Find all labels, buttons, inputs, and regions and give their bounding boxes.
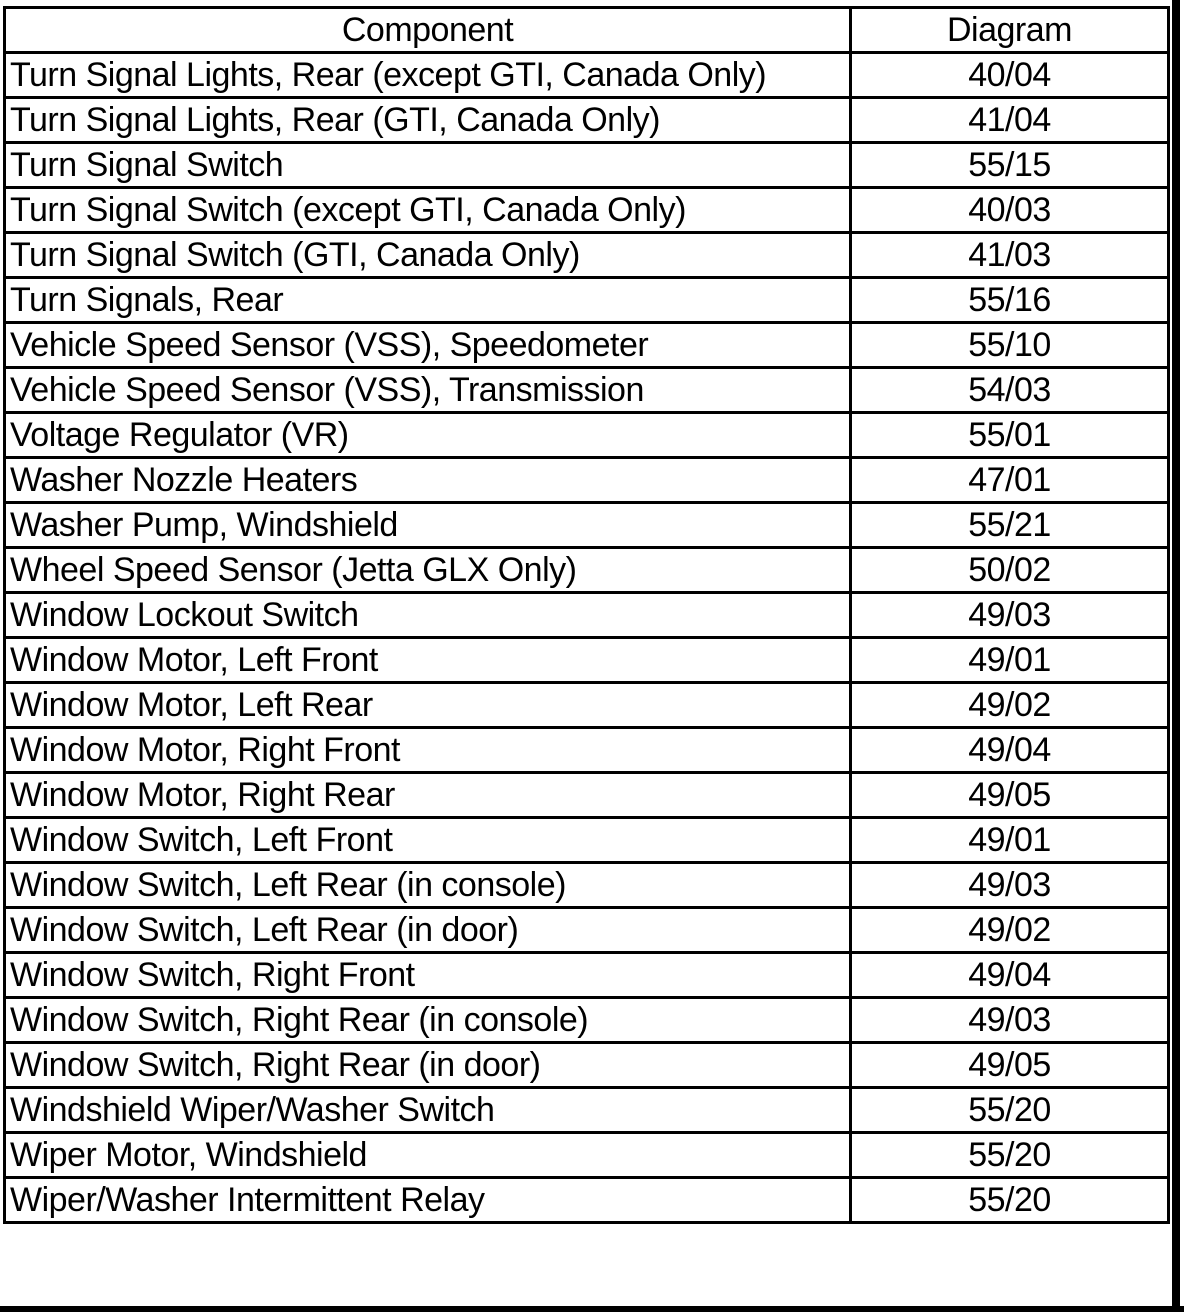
diagram-cell: 49/05	[851, 1043, 1169, 1088]
component-cell: Window Switch, Left Front	[5, 818, 851, 863]
table-row	[5, 908, 1169, 953]
component-cell: Vehicle Speed Sensor (VSS), Speedometer	[5, 323, 851, 368]
page-edge-bottom	[0, 1306, 1184, 1312]
diagram-cell: 49/03	[851, 593, 1169, 638]
component-cell: Window Motor, Left Front	[5, 638, 851, 683]
table-row	[5, 458, 1169, 503]
diagram-cell: 49/02	[851, 908, 1169, 953]
diagram-cell: 47/01	[851, 458, 1169, 503]
component-cell: Window Switch, Right Front	[5, 953, 851, 998]
diagram-cell: 49/04	[851, 953, 1169, 998]
component-cell: Voltage Regulator (VR)	[5, 413, 851, 458]
diagram-cell: 40/03	[851, 188, 1169, 233]
component-cell: Washer Pump, Windshield	[5, 503, 851, 548]
component-cell: Turn Signal Lights, Rear (except GTI, Canada Only)	[5, 53, 851, 98]
diagram-cell: 55/01	[851, 413, 1169, 458]
component-cell: Window Motor, Left Rear	[5, 683, 851, 728]
component-cell: Windshield Wiper/Washer Switch	[5, 1088, 851, 1133]
diagram-cell: 55/16	[851, 278, 1169, 323]
diagram-cell: 55/20	[851, 1178, 1169, 1223]
diagram-cell: 55/21	[851, 503, 1169, 548]
table-row	[5, 548, 1169, 593]
diagram-cell: 55/10	[851, 323, 1169, 368]
component-cell: Wiper Motor, Windshield	[5, 1133, 851, 1178]
table-row	[5, 188, 1169, 233]
component-cell: Turn Signal Switch (GTI, Canada Only)	[5, 233, 851, 278]
table-row	[5, 53, 1169, 98]
table-row	[5, 1088, 1169, 1133]
diagram-cell: 50/02	[851, 548, 1169, 593]
component-cell: Washer Nozzle Heaters	[5, 458, 851, 503]
diagram-cell: 49/01	[851, 638, 1169, 683]
table-row	[5, 1178, 1169, 1223]
diagram-cell: 49/02	[851, 683, 1169, 728]
component-cell: Window Switch, Left Rear (in console)	[5, 863, 851, 908]
diagram-cell: 54/03	[851, 368, 1169, 413]
table-row	[5, 503, 1169, 548]
table-row	[5, 98, 1169, 143]
diagram-cell: 49/03	[851, 863, 1169, 908]
table-row	[5, 638, 1169, 683]
diagram-cell: 41/03	[851, 233, 1169, 278]
table-row	[5, 413, 1169, 458]
table-row	[5, 728, 1169, 773]
component-cell: Window Lockout Switch	[5, 593, 851, 638]
table-row	[5, 233, 1169, 278]
component-cell: Turn Signal Lights, Rear (GTI, Canada Only)	[5, 98, 851, 143]
component-cell: Window Switch, Right Rear (in door)	[5, 1043, 851, 1088]
table-row	[5, 773, 1169, 818]
diagram-cell: 55/20	[851, 1088, 1169, 1133]
table-header-row	[5, 8, 1169, 53]
column-header-diagram: Diagram	[851, 8, 1169, 53]
diagram-cell: 41/04	[851, 98, 1169, 143]
table-row	[5, 863, 1169, 908]
diagram-cell: 40/04	[851, 53, 1169, 98]
diagram-cell: 49/01	[851, 818, 1169, 863]
table-row	[5, 818, 1169, 863]
component-cell: Vehicle Speed Sensor (VSS), Transmission	[5, 368, 851, 413]
table-row	[5, 278, 1169, 323]
table-row	[5, 593, 1169, 638]
diagram-cell: 49/05	[851, 773, 1169, 818]
component-cell: Turn Signal Switch (except GTI, Canada Only)	[5, 188, 851, 233]
diagram-cell: 55/15	[851, 143, 1169, 188]
diagram-cell: 55/20	[851, 1133, 1169, 1178]
diagram-cell: 49/03	[851, 998, 1169, 1043]
table-row	[5, 953, 1169, 998]
component-cell: Turn Signal Switch	[5, 143, 851, 188]
column-header-component: Component	[5, 8, 851, 53]
component-diagram-table	[3, 6, 1170, 1224]
component-cell: Window Motor, Right Front	[5, 728, 851, 773]
component-cell: Window Motor, Right Rear	[5, 773, 851, 818]
table-row	[5, 323, 1169, 368]
component-cell: Turn Signals, Rear	[5, 278, 851, 323]
component-cell: Window Switch, Right Rear (in console)	[5, 998, 851, 1043]
component-cell: Window Switch, Left Rear (in door)	[5, 908, 851, 953]
table-row	[5, 1133, 1169, 1178]
table-row	[5, 998, 1169, 1043]
table-row	[5, 1043, 1169, 1088]
table-row	[5, 368, 1169, 413]
diagram-cell: 49/04	[851, 728, 1169, 773]
table-row	[5, 143, 1169, 188]
component-cell: Wiper/Washer Intermittent Relay	[5, 1178, 851, 1223]
page-edge-right	[1172, 0, 1180, 1312]
component-cell: Wheel Speed Sensor (Jetta GLX Only)	[5, 548, 851, 593]
table-row	[5, 683, 1169, 728]
